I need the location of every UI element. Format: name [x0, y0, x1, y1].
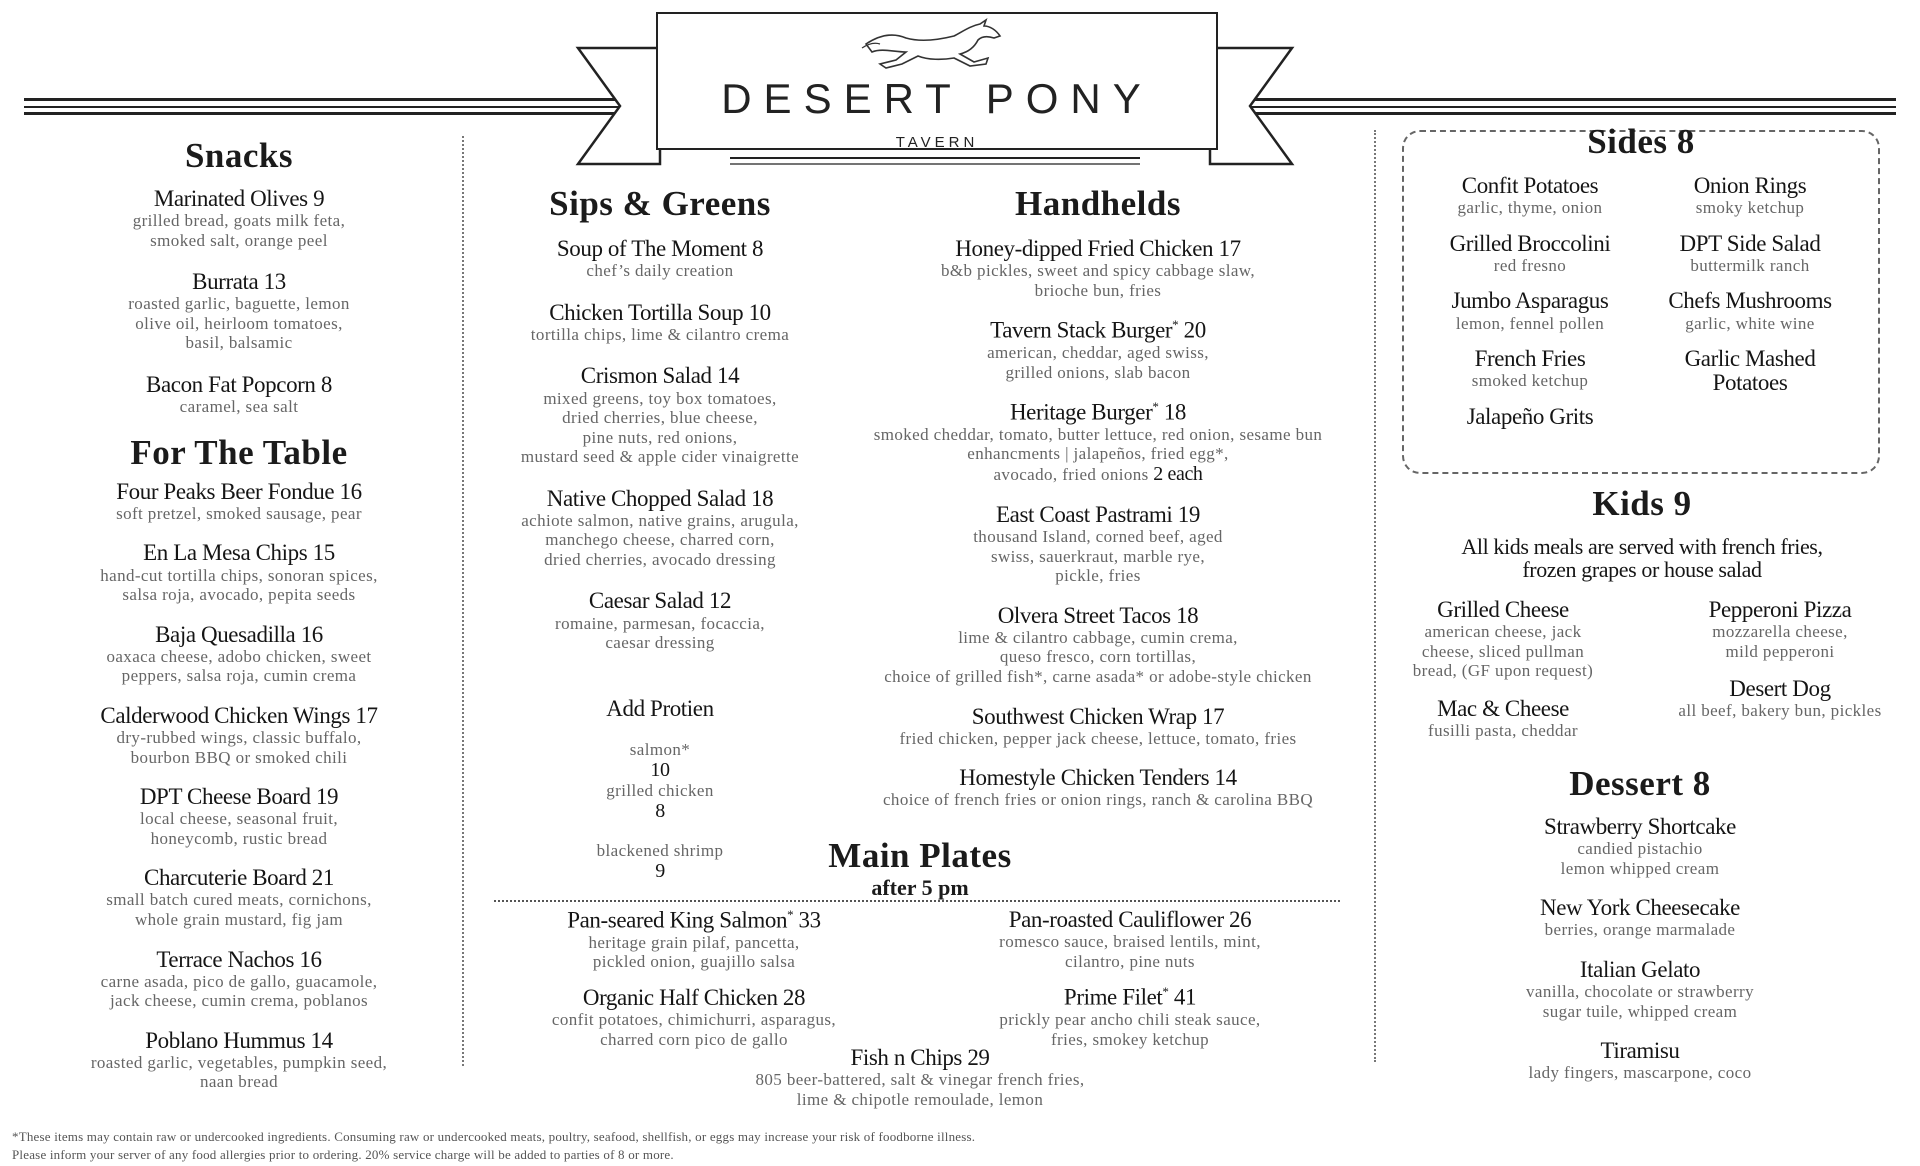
protein-chicken: grilled chicken — [606, 780, 714, 800]
menu-item-name-text: Terrace Nachos 16 — [156, 946, 322, 972]
menu-item — [24, 785, 454, 848]
menu-item — [480, 237, 840, 281]
menu-item-name-text: Soup of The Moment 8 — [556, 236, 764, 261]
divider-left — [462, 136, 464, 1066]
menu-item-desc — [1640, 256, 1860, 276]
snacks-title: Snacks — [184, 136, 294, 175]
menu-item-desc-text: achiote salmon, native grains, arugula, manchego cheese, charred corn, dried cherries, avocado dressing — [521, 510, 799, 569]
menu-item-name-text: Poblano Hummus 14 — [145, 1027, 333, 1053]
menu-item-desc-text: b&b pickles, sweet and spicy cabbage slaw, brioche bun, fries — [940, 261, 1256, 300]
menu-item-desc-text: berries, orange marmalade — [1544, 920, 1736, 940]
handhelds-title: Handhelds — [1015, 184, 1181, 223]
menu-item-name — [1440, 896, 1840, 920]
main-plates-header — [620, 838, 1220, 901]
menu-item-name-text: Italian Gelato — [1579, 956, 1701, 982]
menu-item-name-text: Four Peaks Beer Fondue 16 — [116, 478, 362, 504]
menu-item-name — [24, 270, 454, 294]
menu-item-name-text: En La Mesa Chips 15 — [143, 540, 335, 566]
main-plates-subtitle: after 5 pm — [871, 875, 969, 900]
menu-item-name-text: Bacon Fat Popcorn 8 — [146, 372, 332, 398]
menu-item-price: 41 — [1168, 984, 1197, 1010]
sides-title-wrap — [1402, 124, 1880, 159]
menu-item-name-text: Organic Half Chicken 28 — [582, 984, 806, 1010]
menu-item-name-text: Confit Potatoes — [1461, 173, 1599, 198]
menu-item-name — [1440, 958, 1840, 982]
kids-right — [1660, 598, 1900, 737]
menu-item-desc — [838, 790, 1358, 810]
raw-warning-mark: * — [1162, 984, 1169, 1000]
menu-item-desc-text: roasted garlic, baguette, lemon olive oil, heirloom tomatoes, basil, balsamic — [128, 294, 350, 353]
menu-item-desc-text: caramel, sea salt — [179, 397, 299, 417]
menu-item — [24, 541, 454, 604]
menu-item-desc-text: lady fingers, mascarpone, coco — [1528, 1063, 1752, 1083]
banner-line-left-1 — [24, 98, 636, 101]
menu-item-name-text: Mac & Cheese — [1437, 695, 1569, 721]
main-plates-center — [670, 1046, 1170, 1109]
menu-item-desc-text: american, cheddar, aged swiss, grilled onions, slab bacon — [987, 343, 1209, 382]
menu-item — [24, 704, 454, 767]
kids-left-list — [1392, 598, 1614, 740]
menu-item — [480, 364, 840, 466]
menu-item — [480, 589, 840, 652]
menu-item — [480, 301, 840, 345]
kids-right-list — [1660, 598, 1900, 721]
menu-item — [1640, 289, 1860, 333]
menu-item-name — [24, 704, 454, 728]
menu-item-name-text: Baja Quesadilla 16 — [155, 621, 323, 647]
banner-line-left-3 — [24, 112, 636, 115]
menu-item-desc — [480, 614, 840, 653]
menu-item-name — [480, 487, 840, 511]
menu-item — [838, 237, 1358, 300]
menu-item-desc — [1660, 622, 1900, 661]
menu-item-name-text: Caesar Salad 12 — [588, 588, 732, 614]
menu-item-name-text: Pan-seared King Salmon — [567, 907, 788, 933]
menu-item-desc-text: mixed greens, toy box tomatoes, dried cherries, blue cheese, pine nuts, red onions, mustard seed & apple cider vinaigrette — [520, 388, 800, 467]
menu-item — [838, 604, 1358, 687]
menu-item — [1440, 815, 1840, 878]
dessert-list — [1440, 815, 1840, 1083]
menu-item — [930, 985, 1330, 1049]
menu-item-desc — [1440, 982, 1840, 1021]
menu-item — [1640, 174, 1860, 218]
menu-item-desc — [1440, 839, 1840, 878]
menu-item-name-text: Chicken Tortilla Soup 10 — [549, 299, 771, 325]
menu-item-name — [480, 301, 840, 325]
menu-item-name-text: East Coast Pastrami 19 — [996, 502, 1200, 528]
menu-item — [838, 766, 1358, 810]
menu-item-desc — [480, 325, 840, 345]
menu-item-name — [838, 766, 1358, 790]
menu-item — [1392, 598, 1614, 681]
raw-warning-mark: * — [1172, 317, 1179, 333]
menu-item-name — [480, 364, 840, 388]
menu-item — [480, 487, 840, 570]
sides-left — [1420, 174, 1640, 443]
menu-item-desc — [1440, 920, 1840, 940]
menu-item-desc-text: roasted garlic, vegetables, pumpkin seed, naan bread — [90, 1052, 388, 1092]
horse-icon — [858, 18, 1018, 72]
menu-item-desc — [24, 972, 454, 1011]
main-plates-left-list — [494, 908, 894, 1049]
menu-item-desc — [24, 809, 454, 848]
menu-item-name-text: Tiramisu — [1600, 1038, 1680, 1064]
sips-list — [480, 237, 840, 653]
menu-item-price: 18 — [1158, 399, 1187, 425]
menu-item-name — [1640, 347, 1860, 395]
menu-item-name-text: Tavern Stack Burger — [990, 317, 1173, 343]
menu-item-name-text: New York Cheesecake — [1540, 895, 1740, 921]
menu-item — [494, 986, 894, 1049]
sips-section — [480, 186, 840, 904]
menu-item-name-text: Olvera Street Tacos 18 — [997, 602, 1199, 628]
dessert-section — [1440, 766, 1840, 1101]
kids-section — [1392, 486, 1892, 581]
menu-item — [494, 908, 894, 972]
kids-note: All kids meals are served with french fries, frozen grapes or house salad — [1461, 534, 1823, 583]
menu-item-name-text: Homestyle Chicken Tenders 14 — [959, 765, 1237, 791]
menu-item-name-text: Calderwood Chicken Wings 17 — [100, 702, 378, 728]
menu-item-desc — [24, 1053, 454, 1092]
menu-item-desc-text: dry-rubbed wings, classic buffalo, bourbon BBQ or smoked chili — [116, 728, 362, 767]
menu-item-name — [1640, 289, 1860, 313]
menu-item-name-text: French Fries — [1474, 346, 1586, 372]
menu-item-desc-text: smoky ketchup — [1695, 198, 1805, 218]
for-table-list — [24, 480, 454, 1092]
menu-item-name-text: Onion Rings — [1693, 173, 1807, 198]
menu-item — [1420, 232, 1640, 276]
menu-item-name — [1640, 232, 1860, 256]
menu-item-desc-text: choice of french fries or onion rings, ranch & carolina BBQ — [882, 790, 1314, 810]
banner-line-right-2 — [1238, 106, 1896, 108]
menu-item-desc-text: smoked ketchup — [1471, 371, 1589, 391]
menu-item-name-text: Marinated Olives 9 — [153, 186, 325, 211]
menu-item-name-text: Prime Filet — [1063, 984, 1163, 1010]
menu-item — [1640, 232, 1860, 276]
menu-item-desc-text: smoked cheddar, tomato, butter lettuce, red onion, sesame bun enhancments | jalapeños, fried egg*, avocado, fried onions — [873, 424, 1323, 485]
menu-item-name — [1420, 347, 1640, 371]
menu-item — [1440, 958, 1840, 1021]
menu-item-desc — [480, 261, 840, 281]
menu-item-desc-text: candied pistachio lemon whipped cream — [1560, 839, 1720, 878]
menu-item-desc — [1420, 314, 1640, 334]
menu-item — [24, 187, 454, 250]
fish-n-chips-desc: 805 beer-battered, salt & vinegar french fries, lime & chipotle remoulade, lemon — [755, 1070, 1085, 1109]
menu-item-name-text: Honey-dipped Fried Chicken 17 — [955, 236, 1241, 261]
menu-item-name — [24, 373, 454, 397]
menu-item-name — [838, 237, 1358, 261]
menu-item-name — [494, 986, 894, 1010]
menu-item-desc-text: confit potatoes, chimichurri, asparagus, charred corn pico de gallo — [551, 1010, 837, 1049]
menu-item-name — [24, 480, 454, 504]
menu-item-desc — [494, 933, 894, 972]
menu-item-desc-text: tortilla chips, lime & cilantro crema — [530, 324, 790, 344]
add-protein-title: Add Protien — [606, 695, 714, 721]
menu-item-desc-text: lemon, fennel pollen — [1455, 313, 1605, 333]
menu-item-desc — [930, 1010, 1330, 1049]
menu-item-name — [838, 400, 1358, 425]
main-plates-left — [494, 908, 894, 1063]
menu-item — [838, 318, 1358, 382]
menu-item-name-text: Heritage Burger — [1009, 399, 1153, 425]
menu-item-desc — [1420, 256, 1640, 276]
protein-salmon: salmon* — [629, 740, 691, 760]
menu-item — [24, 1029, 454, 1092]
fish-n-chips-name: Fish n Chips 29 — [850, 1045, 990, 1070]
handhelds-list — [838, 237, 1358, 810]
menu-item-name-text: Strawberry Shortcake — [1544, 814, 1736, 839]
menu-item-name-text: Grilled Cheese — [1437, 597, 1569, 622]
kids-left — [1392, 598, 1614, 756]
menu-item — [24, 373, 454, 417]
menu-item-name — [1420, 174, 1640, 198]
menu-item — [1420, 174, 1640, 218]
logo-banner — [656, 12, 1218, 150]
menu-item — [24, 866, 454, 929]
menu-item-name-text: DPT Side Salad — [1679, 230, 1821, 256]
menu-item — [838, 503, 1358, 586]
menu-item-name — [1660, 598, 1900, 622]
menu-item-name — [24, 187, 454, 211]
menu-item-desc-text: red fresno — [1493, 255, 1567, 275]
sides-left-list — [1420, 174, 1640, 429]
menu-item-desc — [838, 261, 1358, 300]
menu-item-desc-text: mozzarella cheese, mild pepperoni — [1712, 622, 1848, 661]
snacks-list — [24, 187, 454, 417]
menu-item-desc — [480, 389, 840, 467]
menu-item-name — [1392, 598, 1614, 622]
menu-item-desc-text: soft pretzel, smoked sausage, pear — [116, 503, 362, 523]
menu-item-desc — [838, 729, 1358, 749]
main-plates-right-list — [930, 908, 1330, 1049]
menu-item-desc-text: lime & cilantro cabbage, cumin crema, queso fresco, corn tortillas, choice of grilled fish*, carne asada* or adobe-style chicken — [884, 627, 1312, 687]
add-protein-line1 — [480, 721, 840, 822]
menu-item-name — [1392, 697, 1614, 721]
menu-item — [24, 623, 454, 686]
menu-item — [1660, 677, 1900, 721]
menu-item-name — [838, 604, 1358, 628]
menu-item-name — [480, 237, 840, 261]
snacks-section — [24, 138, 454, 1110]
main-plates-title: Main Plates — [828, 836, 1012, 875]
menu-item-desc-text: romesco sauce, braised lentils, mint, cilantro, pine nuts — [999, 932, 1261, 971]
menu-item-desc — [930, 932, 1330, 971]
menu-item-name-text: Crismon Salad 14 — [580, 363, 740, 389]
menu-item-desc — [838, 343, 1358, 382]
menu-item-name-text: Burrata 13 — [192, 269, 286, 295]
protein-shrimp: blackened shrimp — [596, 841, 724, 861]
menu-item-name-text: Native Chopped Salad 18 — [546, 485, 774, 511]
sides-right — [1640, 174, 1860, 409]
menu-item-desc-text: garlic, thyme, onion — [1457, 198, 1603, 218]
menu-item-desc-text: grilled bread, goats milk feta, smoked salt, orange peel — [132, 211, 346, 250]
sides-right-list — [1640, 174, 1860, 395]
raw-warning-mark: * — [1152, 399, 1159, 415]
menu-item-name — [838, 705, 1358, 729]
banner-line-left-2 — [24, 106, 636, 108]
menu-item-desc-text: small batch cured meats, cornichons, whole grain mustard, fig jam — [106, 890, 372, 930]
for-table-title: For The Table — [130, 432, 348, 472]
menu-item-name — [1420, 289, 1640, 313]
menu-item-desc — [24, 890, 454, 929]
menu-item-name-text: Southwest Chicken Wrap 17 — [971, 703, 1225, 729]
menu-item — [1420, 289, 1640, 333]
menu-item — [838, 400, 1358, 485]
banner-line-right-3 — [1238, 112, 1896, 115]
menu-item-desc — [494, 1010, 894, 1049]
footnote-line-2: Please inform your server of any food allergies prior to ordering. 20% service charge will be added to parties of 8 or more. — [12, 1146, 674, 1162]
menu-item-desc — [838, 527, 1358, 586]
menu-item-name — [1660, 677, 1900, 701]
menu-item-desc-text: hand-cut tortilla chips, sonoran spices, salsa roja, avocado, pepita seeds — [100, 565, 378, 605]
raw-warning-mark: * — [787, 907, 794, 922]
menu-item-name — [24, 785, 454, 809]
menu-item-desc-text: all beef, bakery bun, pickles — [1678, 701, 1882, 721]
menu-item-desc-text: oaxaca cheese, adobo chicken, sweet peppers, salsa roja, cumin crema — [106, 646, 372, 686]
menu-item-desc — [24, 397, 454, 417]
menu-item-desc — [1420, 371, 1640, 391]
menu-item-desc — [24, 294, 454, 353]
menu-item-name — [24, 623, 454, 647]
menu-item-name — [480, 589, 840, 613]
kids-title: Kids 9 — [1592, 484, 1692, 523]
menu-item-desc-text: chef’s daily creation — [586, 261, 734, 281]
brand-name: DESERT PONY — [721, 75, 1153, 122]
menu-item-name — [930, 908, 1330, 932]
protein-chicken-price: 8 — [655, 799, 665, 822]
menu-item-name — [1640, 174, 1860, 198]
handhelds-section — [838, 186, 1358, 828]
menu-item — [24, 480, 454, 524]
menu-item-name-text: Jumbo Asparagus — [1451, 288, 1609, 314]
menu-item-price: 20 — [1178, 317, 1206, 343]
protein-salmon-price: 10 — [650, 758, 670, 781]
menu-item — [930, 908, 1330, 971]
menu-item-desc — [24, 728, 454, 767]
menu-item — [1420, 347, 1640, 391]
menu-item-desc — [838, 628, 1358, 687]
menu-item-desc — [838, 425, 1358, 485]
menu-item-desc — [1392, 721, 1614, 741]
menu-item-desc-text: buttermilk ranch — [1690, 255, 1810, 275]
menu-item-desc — [1640, 314, 1860, 334]
menu-item — [24, 948, 454, 1011]
menu-item — [1420, 405, 1640, 429]
menu-item-name-text: Desert Dog — [1729, 676, 1831, 702]
menu-item-desc-text: local cheese, seasonal fruit, honeycomb, rustic bread — [139, 809, 339, 848]
menu-item-name-text: Pepperoni Pizza — [1708, 597, 1852, 622]
menu-item-desc-text: prickly pear ancho chili steak sauce, fries, smokey ketchup — [999, 1010, 1261, 1049]
menu-item-desc — [24, 504, 454, 524]
brand-sub: TAVERN — [895, 134, 979, 151]
dessert-title: Dessert 8 — [1569, 764, 1711, 803]
menu-item-price: 33 — [793, 907, 821, 933]
menu-item-desc — [1392, 622, 1614, 681]
menu-item-desc-text: carne asada, pico de gallo, guacamole, jack cheese, cumin crema, poblanos — [100, 971, 378, 1011]
menu-item-desc — [1440, 1063, 1840, 1083]
menu-item-desc-text: romaine, parmesan, focaccia, caesar dressing — [555, 613, 765, 653]
menu-item-desc — [24, 566, 454, 605]
menu-item-desc — [1420, 198, 1640, 218]
menu-item-name — [24, 1029, 454, 1053]
menu-item-name — [24, 866, 454, 890]
menu-item-desc-text: garlic, white wine — [1685, 313, 1815, 333]
menu-item-desc-text: heritage grain pilaf, pancetta, pickled onion, guajillo salsa — [588, 932, 800, 972]
menu-item-desc-text: vanilla, chocolate or strawberry sugar tuile, whipped cream — [1525, 982, 1755, 1021]
menu-item-desc — [24, 211, 454, 250]
menu-item-desc-text: fusilli pasta, cheddar — [1428, 720, 1578, 740]
menu-item — [1440, 896, 1840, 940]
menu-item-name-text: Jalapeño Grits — [1466, 403, 1594, 429]
menu-item-name-text: Grilled Broccolini — [1449, 230, 1611, 256]
menu-item — [1392, 697, 1614, 741]
menu-item-name — [24, 541, 454, 565]
menu-item — [24, 270, 454, 353]
main-plates-rule — [494, 900, 1340, 902]
menu-item — [1660, 598, 1900, 661]
banner-line-right-1 — [1238, 98, 1896, 101]
menu-item-name — [1420, 232, 1640, 256]
menu-item — [1440, 1039, 1840, 1083]
menu-item-name — [1440, 815, 1840, 839]
menu-item-name-text: Pan-roasted Cauliflower 26 — [1008, 907, 1252, 932]
menu-item-desc-text: thousand Island, corned beef, aged swiss, sauerkraut, marble rye, pickle, fries — [973, 527, 1223, 586]
menu-item — [838, 705, 1358, 749]
divider-right — [1374, 130, 1376, 1062]
sips-title: Sips & Greens — [549, 184, 771, 223]
menu-item-desc — [480, 511, 840, 570]
menu-item-name — [838, 318, 1358, 343]
menu-item-name-text: Garlic Mashed Potatoes — [1684, 346, 1816, 396]
main-plates-right — [930, 908, 1330, 1063]
menu-item-name — [1440, 1039, 1840, 1063]
menu-item-addon-price: 2 each — [1148, 463, 1203, 486]
menu-item-name — [494, 908, 894, 933]
menu-item-name-text: Chefs Mushrooms — [1668, 288, 1832, 314]
menu-item-desc — [1640, 198, 1860, 218]
menu-item-name — [1420, 405, 1640, 429]
footnote-line-1: *These items may contain raw or undercooked ingredients. Consuming raw or undercooked meats, poultry, seafood, shellfish, or eggs may increase your risk of foodborne illness. — [12, 1129, 976, 1144]
menu-item-name-text: DPT Cheese Board 19 — [139, 784, 339, 810]
footnote — [12, 1128, 975, 1163]
menu-item-name-text: Charcuterie Board 21 — [144, 865, 334, 891]
menu-item-desc — [1660, 701, 1900, 721]
menu-item-desc-text: american cheese, jack cheese, sliced pullman bread, (GF upon request) — [1412, 622, 1594, 681]
menu-item-name — [24, 948, 454, 972]
menu-item-desc-text: fried chicken, pepper jack cheese, lettuce, tomato, fries — [899, 728, 1297, 748]
menu-item-name — [838, 503, 1358, 527]
sides-title: Sides 8 — [1587, 122, 1695, 161]
menu-item — [1640, 347, 1860, 395]
protein-shrimp-price: 9 — [655, 859, 665, 882]
menu-item-name — [930, 985, 1330, 1010]
menu-item-desc — [24, 647, 454, 686]
